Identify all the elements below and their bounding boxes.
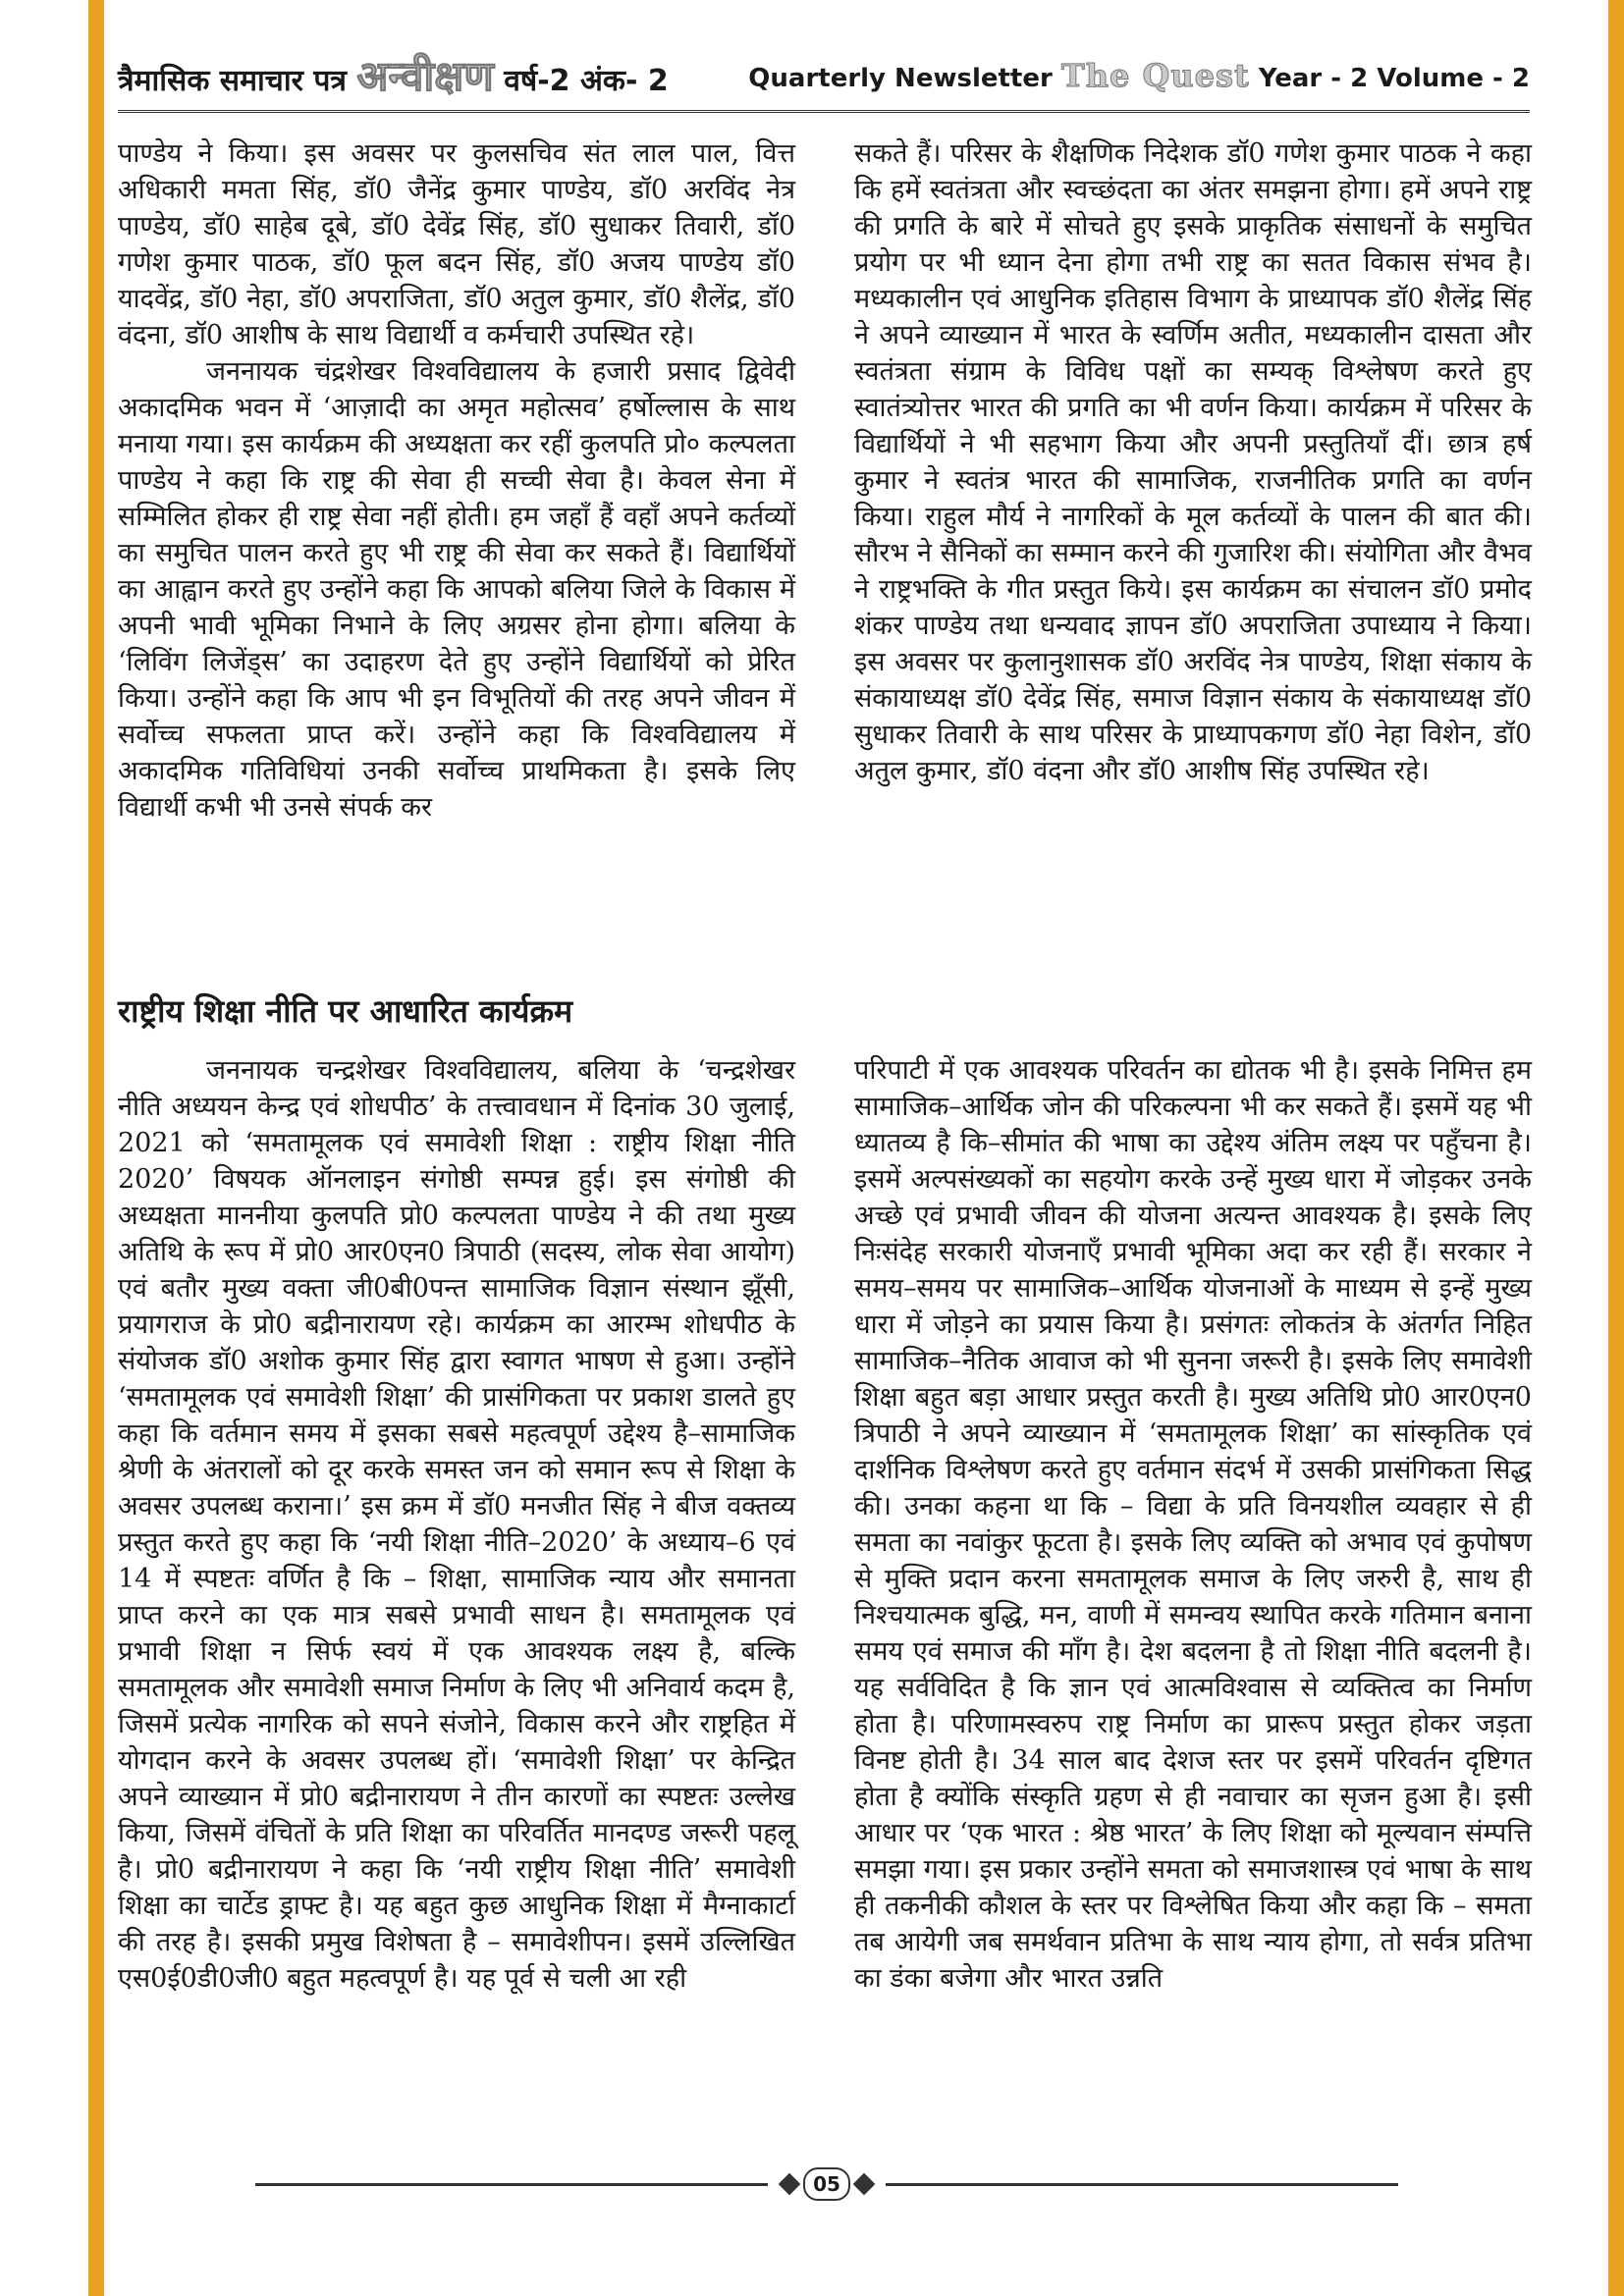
header-english-brand: The Quest: [1060, 57, 1250, 94]
diamond-icon: [853, 2173, 876, 2196]
top-right-column: [854, 135, 1532, 789]
header-hindi-brand: अन्वीक्षण: [356, 52, 494, 100]
header-hindi-title: [118, 47, 669, 103]
header-english-title: [748, 57, 1530, 94]
paragraph: सकते हैं। परिसर के शैक्षणिक निदेशक डॉ0 गणेश कुमार पाठक ने कहा कि हमें स्वतंत्रता और स्वच्छंदता का अंतर समझना होगा। हमें अपने राष्ट्र की प्रगति के बारे में सोचते हुए इसके प्राकृतिक संसाधनों के समुचित प्रयोग पर भी ध्यान देना होगा तभी राष्ट्र का सतत विकास संभव है। मध्यकालीन एवं आधुनिक इतिहास विभाग के प्राध्यापक डॉ0 शैलेंद्र सिंह ने अपने व्याख्यान में भारत के स्वर्णिम अतीत, मध्यकालीन दासता और स्वतंत्रता संग्राम के विविध पक्षों का सम्यक् विश्लेषण करते हुए स्वातंत्र्योत्तर भारत की प्रगति का भी वर्णन किया। कार्यक्रम में परिसर के विद्यार्थियों ने भी सहभाग किया और अपनी प्रस्तुतियाँ दीं। छात्र हर्ष कुमार ने स्वतंत्र भारत की सामाजिक, राजनीतिक प्रगति का वर्णन किया। राहुल मौर्य ने नागरिकों के मूल कर्तव्यों के पालन की बात की। सौरभ ने सैनिकों का सम्मान करने की गुजारिश की। संयोगिता और वैभव ने राष्ट्रभक्ति के गीत प्रस्तुत किये। इस कार्यक्रम का संचालन डॉ0 प्रमोद शंकर पाण्डेय तथा धन्यवाद ज्ञापन डॉ0 अपराजिता उपाध्याय ने किया। इस अवसर पर कुलानुशासक डॉ0 अरविंद नेत्र पाण्डेय, शिक्षा संकाय के संकायाध्यक्ष डॉ0 देवेंद्र सिंह, समाज विज्ञान संकाय के संकायाध्यक्ष डॉ0 सुधाकर तिवारी के साथ परिसर के प्राध्यापकगण डॉ0 नेहा विशेन, डॉ0 अतुल कुमार, डॉ0 वंदना और डॉ0 आशीष सिंह उपस्थित रहे।: [854, 138, 1532, 786]
diamond-icon: [779, 2173, 801, 2196]
header-divider: [118, 110, 1530, 113]
page-header: [118, 39, 1530, 108]
header-english-prefix: Quarterly Newsletter: [748, 64, 1053, 93]
section-heading: राष्ट्रीय शिक्षा नीति पर आधारित कार्यक्रम: [118, 992, 573, 1030]
header-english-issue: Year - 2 Volume - 2: [1258, 64, 1530, 93]
paragraph: जननायक चन्द्रशेखर विश्वविद्यालय, बलिया के ‘चन्द्रशेखर नीति अध्ययन केन्द्र एवं शोधपीठ’ के तत्त्वावधान में दिनांक 30 जुलाई, 2021 को ‘समतामूलक एवं समावेशी शिक्षा : राष्ट्रीय शिक्षा नीति 2020’ विषयक ऑनलाइन संगोष्ठी सम्पन्न हुई। इस संगोष्ठी की अध्यक्षता माननीया कुलपति प्रो0 कल्पलता पाण्डेय ने की तथा मुख्य अतिथि के रूप में प्रो0 आर0एन0 त्रिपाठी (सदस्य, लोक सेवा आयोग) एवं बतौर मुख्य वक्ता जी0बी0पन्त सामाजिक विज्ञान संस्थान झूँसी, प्रयागराज के प्रो0 बद्रीनारायण रहे। कार्यक्रम का आरम्भ शोधपीठ के संयोजक डॉ0 अशोक कुमार सिंह द्वारा स्वागत भाषण से हुआ। उन्होंने ‘समतामूलक एवं समावेशी शिक्षा’ की प्रासंगिकता पर प्रकाश डालते हुए कहा कि वर्तमान समय में इसका सबसे महत्वपूर्ण उद्देश्य है–सामाजिक श्रेणी के अंतरालों को दूर करके समस्त जन को समान रूप से शिक्षा के अवसर उपलब्ध कराना।’ इस क्रम में डॉ0 मनजीत सिंह ने बीज वक्तव्य प्रस्तुत करते हुए कहा कि ‘नयी शिक्षा नीति–2020’ के अध्याय–6 एवं 14 में स्पष्टतः वर्णित है कि – शिक्षा, सामाजिक न्याय और समानता प्राप्त करने का एक मात्र सबसे प्रभावी साधन है। समतामूलक एवं प्रभावी शिक्षा न सिर्फ स्वयं में एक आवश्यक लक्ष्य है, बल्कि समतामूलक और समावेशी समाज निर्माण के लिए भी अनिवार्य कदम है, जिसमें प्रत्येक नागरिक को सपने संजोने, विकास करने और राष्ट्रहित में योगदान करने के अवसर उपलब्ध हों। ‘समावेशी शिक्षा’ पर केन्द्रित अपने व्याख्यान में प्रो0 बद्रीनारायण ने तीन कारणों का स्पष्टतः उल्लेख किया, जिसमें वंचितों के प्रति शिक्षा का परिवर्तित मानदण्ड जरूरी पहलू है। प्रो0 बद्रीनारायण ने कहा कि ‘नयी राष्ट्रीय शिक्षा नीति’ समावेशी शिक्षा का चार्टेड ड्राफ्ट है। यह बहुत कुछ आधुनिक शिक्षा में मैग्नाकार्टा की तरह है। इसकी प्रमुख विशेषता है – समावेशीपन। इसमें उल्लिखित एस0ई0डी0जी0 बहुत महत्वपूर्ण है। यह पूर्व से चली आ रही: [118, 1055, 795, 1994]
left-accent-bar: [88, 0, 104, 2296]
right-accent-bar: [1608, 0, 1624, 2296]
page-number: 05: [803, 2167, 850, 2201]
footer-ornament: [768, 2164, 886, 2204]
paragraph: पाण्डेय ने किया। इस अवसर पर कुलसचिव संत लाल पाल, वित्त अधिकारी ममता सिंह, डॉ0 जैनेंद्र कुमार पाण्डेय, डॉ0 अरविंद नेत्र पाण्डेय, डॉ0 साहेब दूबे, डॉ0 देवेंद्र सिंह, डॉ0 सुधाकर तिवारी, डॉ0 गणेश कुमार पाठक, डॉ0 फूल बदन सिंह, डॉ0 अजय पाण्डेय डॉ0 यादवेंद्र, डॉ0 नेहा, डॉ0 अपराजिता, डॉ0 अतुल कुमार, डॉ0 शैलेंद्र, डॉ0 वंदना, डॉ0 आशीष के साथ विद्यार्थी व कर्मचारी उपस्थित रहे।: [118, 138, 795, 350]
header-hindi-issue: वर्ष-2 अंक- 2: [504, 64, 669, 98]
paragraph: परिपाटी में एक आवश्यक परिवर्तन का द्योतक भी है। इसके निमित्त हम सामाजिक–आर्थिक जोन की परिकल्पना भी कर सकते हैं। इसमें यह भी ध्यातव्य है कि–सीमांत की भाषा का उद्देश्य अंतिम लक्ष्य पर पहुँचना है। इसमें अल्पसंख्यकों का सहयोग करके उन्हें मुख्य धारा में जोड़कर उनके अच्छे एवं प्रभावी जीवन की योजना अत्यन्त आवश्यक है। इसके लिए निःसंदेह सरकारी योजनाएँ प्रभावी भूमिका अदा कर रही हैं। सरकार ने समय–समय पर सामाजिक–आर्थिक योजनाओं के माध्यम से इन्हें मुख्य धारा में जोड़ने का प्रयास किया है। प्रसंगतः लोकतंत्र के अंतर्गत निहित सामाजिक–नैतिक आवाज को भी सुनना जरूरी है। इसके लिए समावेशी शिक्षा बहुत बड़ा आधार प्रस्तुत करती है। मुख्य अतिथि प्रो0 आर0एन0 त्रिपाठी ने अपने व्याख्यान में ‘समतामूलक शिक्षा’ का सांस्कृतिक एवं दार्शनिक विश्लेषण करते हुए वर्तमान संदर्भ में उसकी प्रासंगिकता सिद्ध की। उनका कहना था कि – विद्या के प्रति विनयशील व्यवहार से ही समता का नवांकुर फूटता है। इसके लिए व्यक्ति को अभाव एवं कुपोषण से मुक्ति प्रदान करना समतामूलक समाज के लिए जरुरी है, साथ ही निश्चयात्मक बुद्धि, मन, वाणी में समन्वय स्थापित करके गतिमान बनाना समय एवं समाज की माँग है। देश बदलना है तो शिक्षा नीति बदलनी है। यह सर्वविदित है कि ज्ञान एवं आत्मविश्वास से व्यक्तित्व का निर्माण होता है। परिणामस्वरुप राष्ट्र निर्माण का प्रारूप प्रस्तुत होकर जड़ता विनष्ट होती है। 34 साल बाद देशज स्तर पर इसमें परिवर्तन दृष्टिगत होता है क्योंकि संस्कृति ग्रहण से ही नवाचार का सृजन हुआ है। इसी आधार पर ‘एक भारत : श्रेष्ठ भारत’ के लिए शिक्षा को मूल्यवान संम्पत्ति समझा गया। इस प्रकार उन्होंने समता को समाजशास्त्र एवं भाषा के साथ ही तकनीकी कौशल के स्तर पर विश्लेषित किया और कहा कि – समता तब आयेगी जब समर्थवान प्रतिभा के साथ न्याय होगा, तो सर्वत्र प्रतिभा का डंका बजेगा और भारत उन्नति: [854, 1055, 1533, 1994]
bottom-left-column: [118, 1052, 795, 1997]
header-hindi-prefix: त्रैमासिक समाचार पत्र: [118, 64, 347, 98]
paragraph: जननायक चंद्रशेखर विश्वविद्यालय के हजारी प्रसाद द्विवेदी अकादमिक भवन में ‘आज़ादी का अमृत महोत्सव’ हर्षोल्लास के साथ मनाया गया। इस कार्यक्रम की अध्यक्षता कर रहीं कुलपति प्रो० कल्पलता पाण्डेय ने कहा कि राष्ट्र की सेवा ही सच्ची सेवा है। केवल सेना में सम्मिलित होकर ही राष्ट्र सेवा नहीं होती। हम जहाँ हैं वहाँ अपने कर्तव्यों का समुचित पालन करते हुए भी राष्ट्र की सेवा कर सकते हैं। विद्यार्थियों का आह्वान करते हुए उन्होंने कहा कि आपको बलिया जिले के विकास में अपनी भावी भूमिका निभाने के लिए अग्रसर होना होगा। बलिया के ‘लिविंग लिजेंड्स’ का उदाहरण देते हुए उन्होंने विद्यार्थियों को प्रेरित किया। उन्होंने कहा कि आप भी इन विभूतियों की तरह अपने जीवन में सर्वोच्च सफलता प्राप्त करें। उन्होंने कहा कि विश्वविद्यालय में अकादमिक गतिविधियां उनकी सर्वोच्च प्राथमिकता है। इसके लिए विद्यार्थी कभी भी उनसे संपर्क कर: [118, 356, 795, 823]
bottom-right-column: [854, 1052, 1532, 1997]
top-left-column: [118, 135, 795, 826]
page-footer: [255, 2164, 1398, 2204]
